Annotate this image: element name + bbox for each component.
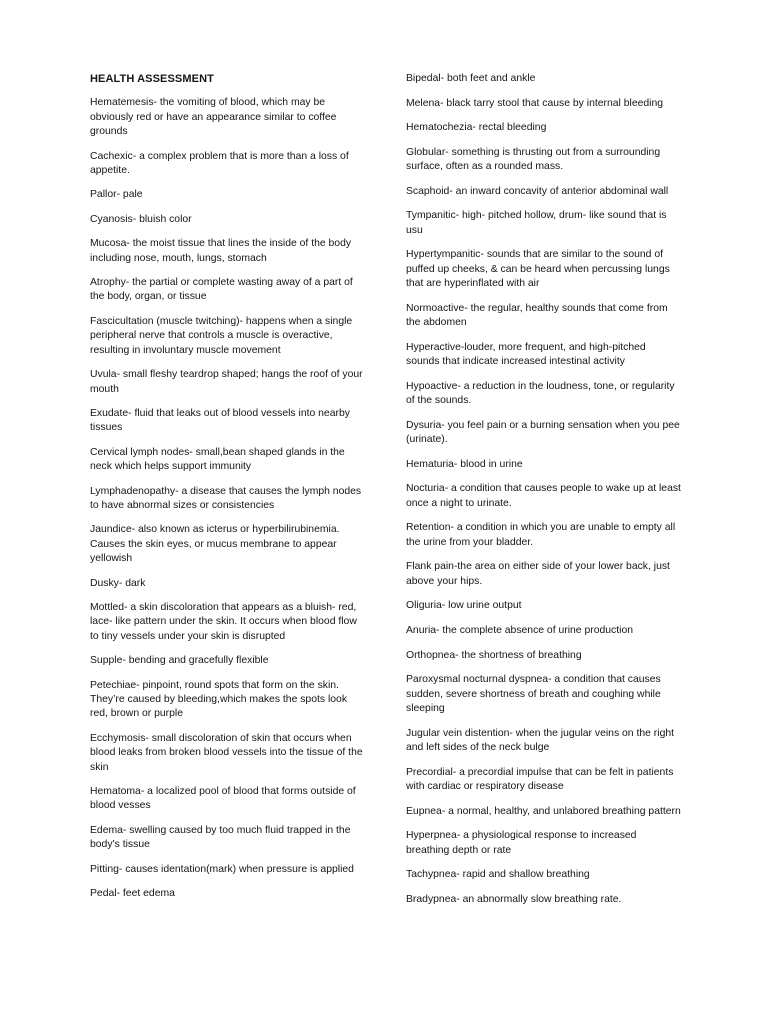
term-definition: Hematochezia- rectal bleeding	[406, 122, 547, 134]
term-definition: Pallor- pale	[90, 189, 143, 201]
term-definition: Hyperactive-louder, more frequent, and high-pitched sounds that indicate increased intestinal activity	[406, 341, 646, 368]
term-definition: Hyperpnea- a physiological response to increased breathing depth or rate	[406, 830, 637, 856]
term-definition: Exudate- fluid that leaks out of blood vessels into nearby tissues	[90, 407, 350, 434]
term-definition: Anuria- the complete absence of urine production	[406, 624, 634, 636]
term-definition: Scaphoid- an inward concavity of anterior abdominal wall	[406, 185, 669, 197]
term-definition: Hypertympanitic- sounds that are similar to the sound of puffed up cheeks, & can be heard when percussing lungs that are hyperinflated with air	[406, 249, 670, 290]
term-definition: Jugular vein distention- when the jugular veins on the right and left sides of the neck bulge	[406, 727, 675, 753]
term-definition: Edema- swelling caused by too much fluid trapped in the body’s tissue	[90, 824, 351, 851]
term-definition: Flank pain-the area on either side of your lower back, just above your hips.	[406, 561, 670, 587]
term-definition: Precordial- a precordial impulse that can be felt in patients with cardiac or respiratory disease	[406, 766, 674, 792]
term-definition: Bradypnea- an abnormally slow breathing rate.	[406, 893, 622, 905]
term-definition: Ecchymosis- small discoloration of skin that occurs when blood leaks from broken blood vessels into the tissue of the skin	[90, 732, 363, 773]
term-definition: Retention- a condition in which you are unable to empty all the urine from your bladder.	[406, 522, 676, 548]
term-definition: Hematemesis- the vomiting of blood, which may be obviously red or have an appearance similar to coffee grounds	[90, 97, 337, 138]
term-definition: Bipedal- both feet and ankle	[406, 73, 536, 84]
term-definition: Hypoactive- a reduction in the loudness, tone, or regularity of the sounds.	[406, 380, 675, 407]
term-definition: Nocturia- a condition that causes people to wake up at least once a night to urinate.	[406, 483, 681, 509]
term-definition: Normoactive- the regular, healthy sounds that come from the abdomen	[406, 302, 668, 329]
term-definition: Jaundice- also known as icterus or hyperbilirubinemia. Causes the skin eyes, or mucus membrane to appear yellowish	[90, 524, 340, 565]
term-definition: Cachexic- a complex problem that is more than a loss of appetite.	[90, 150, 349, 177]
term-definition: Fascicultation (muscle twitching)- happens when a single peripheral nerve that controls a muscle is overactive, resulting in involuntary muscle movement	[90, 315, 353, 356]
term-definition: Dusky- dark	[90, 577, 146, 589]
term-definition: Pedal- feet edema	[90, 888, 175, 900]
term-definition: Uvula- small fleshy teardrop shaped; hangs the roof of your mouth	[90, 369, 363, 395]
term-definition: Atrophy- the partial or complete wasting away of a part of the body, organ, or tissue	[90, 277, 353, 303]
term-definition: Hematuria- blood in urine	[406, 458, 523, 470]
term-definition: Pitting- causes identation(mark) when pressure is applied	[90, 863, 354, 875]
term-definition: Cervical lymph nodes- small,bean shaped glands in the neck which helps support immunity	[90, 446, 345, 473]
term-definition: Orthopnea- the shortness of breathing	[406, 649, 582, 661]
term-definition: Cyanosis- bluish color	[90, 213, 192, 225]
term-definition: Petechiae- pinpoint, round spots that form on the skin. They’re caused by bleeding,which makes the spots look red, brown or purple	[90, 679, 348, 720]
term-definition: Hematoma- a localized pool of blood that forms outside of blood vesses	[90, 786, 356, 812]
term-definition: Dysuria- you feel pain or a burning sensation when you pee (urinate).	[406, 419, 680, 446]
term-definition: Supple- bending and gracefully flexible	[90, 655, 269, 667]
term-definition: Tachypnea- rapid and shallow breathing	[406, 869, 590, 881]
term-definition: Mucosa- the moist tissue that lines the inside of the body including nose, mouth, lungs, stomach	[90, 238, 352, 264]
right-column	[406, 72, 682, 917]
term-definition: Tympanitic- high- pitched hollow, drum- like sound that is usu	[406, 210, 667, 236]
left-column	[90, 72, 366, 911]
term-definition: Paroxysmal nocturnal dyspnea- a condition that causes sudden, severe shortness of breath and coughing while sleeping	[406, 674, 661, 714]
term-definition: Eupnea- a normal, healthy, and unlabored breathing pattern	[406, 805, 681, 817]
term-definition: Mottled- a skin discoloration that appears as a bluish- red, lace- like pattern under the skin. It occurs when blood flow to tiny vessels under your skin is disrupted	[90, 601, 357, 642]
term-definition: Melena- black tarry stool that cause by internal bleeding	[406, 97, 664, 109]
term-definition: Lymphadenopathy- a disease that causes the lymph nodes to have abnormal sizes or consistencies	[90, 485, 362, 511]
term-definition: Oliguria- low urine output	[406, 600, 522, 612]
term-definition: Globular- something is thrusting out from a surrounding surface, often as a rounded mass.	[406, 146, 661, 173]
document-title: HEALTH ASSESSMENT	[90, 73, 214, 85]
